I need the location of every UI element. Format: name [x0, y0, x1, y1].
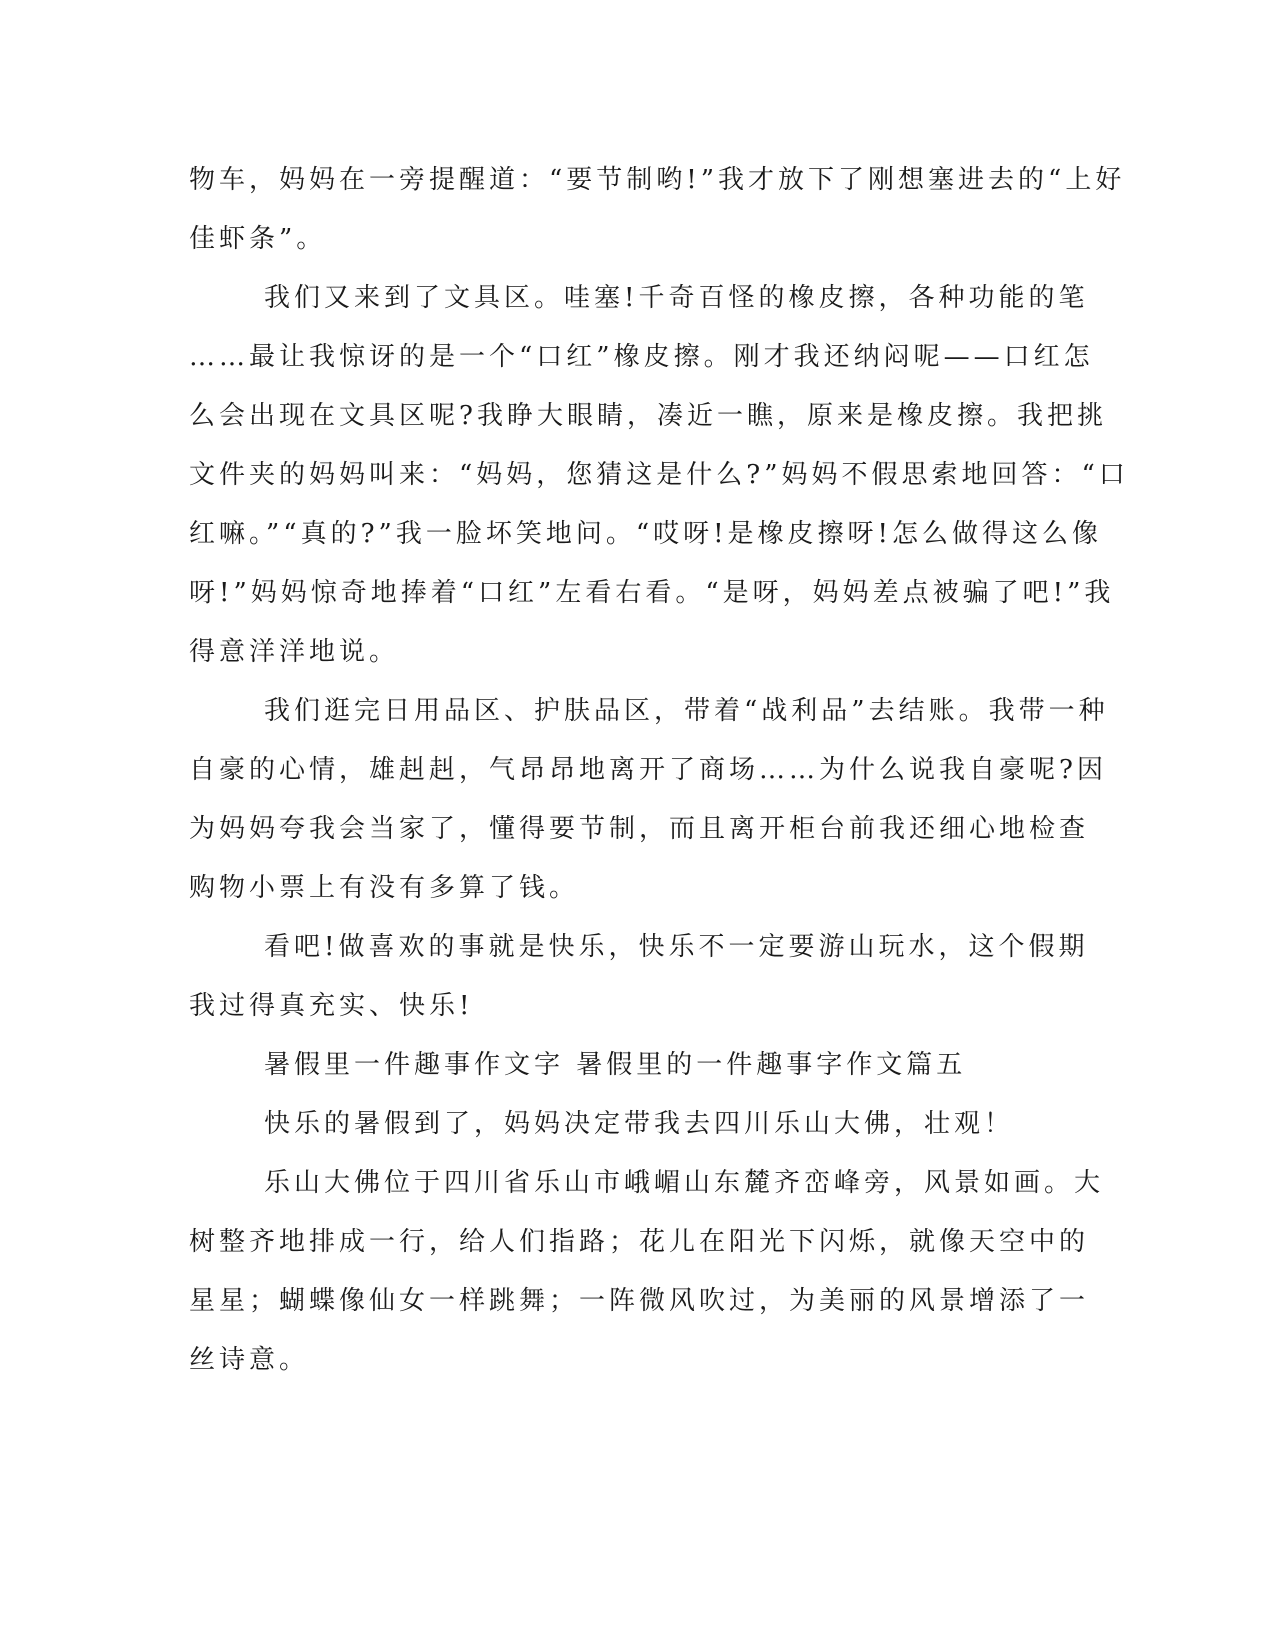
text-line: 自豪的心情，雄赳赳，气昂昂地离开了商场……为什么说我自豪呢?因 — [189, 755, 1107, 785]
text-line: 购物小票上有没有多算了钱。 — [189, 873, 580, 903]
text-line: 得意洋洋地说。 — [189, 637, 400, 667]
text-line: 佳虾条”。 — [189, 224, 327, 254]
text-line: 为妈妈夸我会当家了，懂得要节制，而且离开柜台前我还细心地检查 — [189, 814, 1090, 844]
text-line: 文件夹的妈妈叫来：“妈妈，您猜这是什么?”妈妈不假思索地回答：“口 — [189, 460, 1129, 490]
paragraph-start-line: 我们逛完日用品区、护肤品区，带着“战利品”去结账。我带一种 — [264, 696, 1109, 726]
section-heading: 暑假里一件趣事作文字 暑假里的一件趣事字作文篇五 — [264, 1050, 967, 1080]
text-line: 星星；蝴蝶像仙女一样跳舞；一阵微风吹过，为美丽的风景增添了一 — [189, 1286, 1090, 1316]
text-line: 红嘛。”“真的?”我一脸坏笑地问。“哎呀!是橡皮擦呀!怎么做得这么像 — [189, 519, 1103, 549]
text-line: 丝诗意。 — [189, 1345, 310, 1375]
paragraph-start-line: 乐山大佛位于四川省乐山市峨嵋山东麓齐峦峰旁，风景如画。大 — [264, 1168, 1105, 1198]
text-line: 树整齐地排成一行，给人们指路；花儿在阳光下闪烁，就像天空中的 — [189, 1227, 1090, 1257]
text-line: 么会出现在文具区呢?我睁大眼睛，凑近一瞧，原来是橡皮擦。我把挑 — [189, 401, 1107, 431]
paragraph-start-line: 我们又来到了文具区。哇塞!千奇百怪的橡皮擦，各种功能的笔 — [264, 283, 1089, 313]
text-line: 物车，妈妈在一旁提醒道：“要节制哟!”我才放下了刚想塞进去的“上好 — [189, 165, 1126, 195]
paragraph-start-line: 快乐的暑假到了，妈妈决定带我去四川乐山大佛，壮观！ — [264, 1109, 1015, 1139]
paragraph-start-line: 看吧!做喜欢的事就是快乐，快乐不一定要游山玩水，这个假期 — [264, 932, 1089, 962]
text-line: 我过得真充实、快乐! — [189, 991, 474, 1021]
text-line: 呀!”妈妈惊奇地捧着“口红”左看右看。“是呀，妈妈差点被骗了吧!”我 — [189, 578, 1115, 608]
text-line: ……最让我惊讶的是一个“口红”橡皮擦。刚才我还纳闷呢——口红怎 — [189, 342, 1094, 372]
